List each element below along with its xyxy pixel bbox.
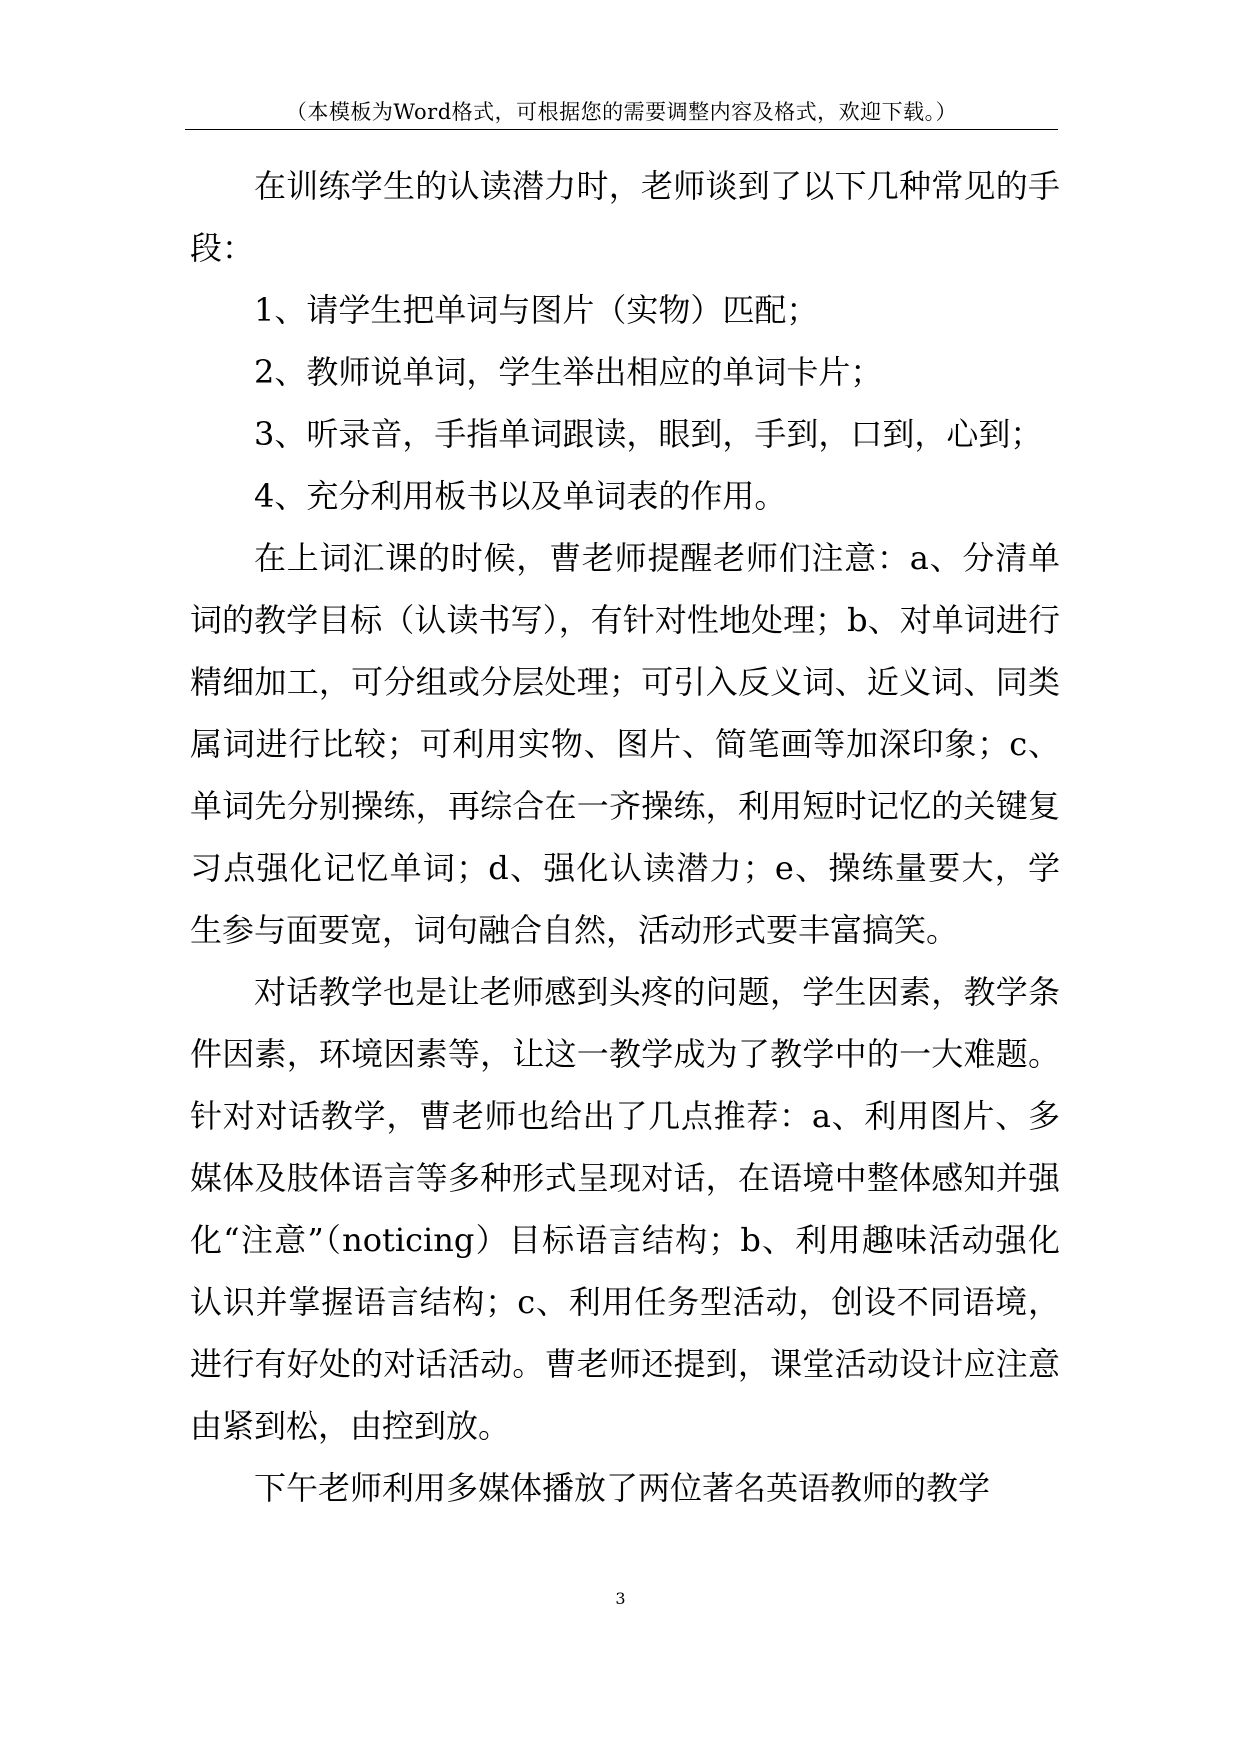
list-item-2: 2、教师说单词，学生举出相应的单词卡片； xyxy=(254,353,883,391)
paragraph-vocabulary: 在上词汇课的时候，曹老师提醒老师们注意：a、分清单词的教学目标（认读书写），有针对性地处理；b、对单词进行精细加工，可分组或分层处理；可引入反义词、近义词、同类属词进行比较；可利用实物、图片、简笔画等加深印象；c、单词先分别操练，再综合在一齐操练，利用短时记忆的关键复习点强化记忆单词；d、强化认读潜力；e、操练量要大，学生参与面要宽，词句融合自然，活动形式要丰富搞笑。 xyxy=(190,539,1060,949)
list-item-4: 4、充分利用板书以及单词表的作用。 xyxy=(254,477,787,515)
paragraph-intro: 在训练学生的认读潜力时，老师谈到了以下几种常见的手段： xyxy=(190,167,1060,267)
list-item-1: 1、请学生把单词与图片（实物）匹配； xyxy=(254,291,819,329)
header-divider xyxy=(185,129,1058,130)
page-number: 3 xyxy=(615,1589,626,1608)
list-item-3: 3、听录音，手指单词跟读，眼到，手到，口到，心到； xyxy=(254,415,1043,453)
paragraph-afternoon: 下午老师利用多媒体播放了两位著名英语教师的教学 xyxy=(254,1469,991,1507)
header-note: （本模板为Word格式，可根据您的需要调整内容及格式，欢迎下载。） xyxy=(285,100,958,124)
document-body xyxy=(190,155,1060,1519)
paragraph-dialogue: 对话教学也是让老师感到头疼的问题，学生因素，教学条件因素，环境因素等，让这一教学成为了教学中的一大难题。针对对话教学，曹老师也给出了几点推荐：a、利用图片、多媒体及肢体语言等多种形式呈现对话，在语境中整体感知并强化“注意”（noticing）目标语言结构；b、利用趣味活动强化认识并掌握语言结构；c、利用任务型活动，创设不同语境，进行有好处的对话活动。曹老师还提到，课堂活动设计应注意由紧到松，由控到放。 xyxy=(190,973,1060,1445)
